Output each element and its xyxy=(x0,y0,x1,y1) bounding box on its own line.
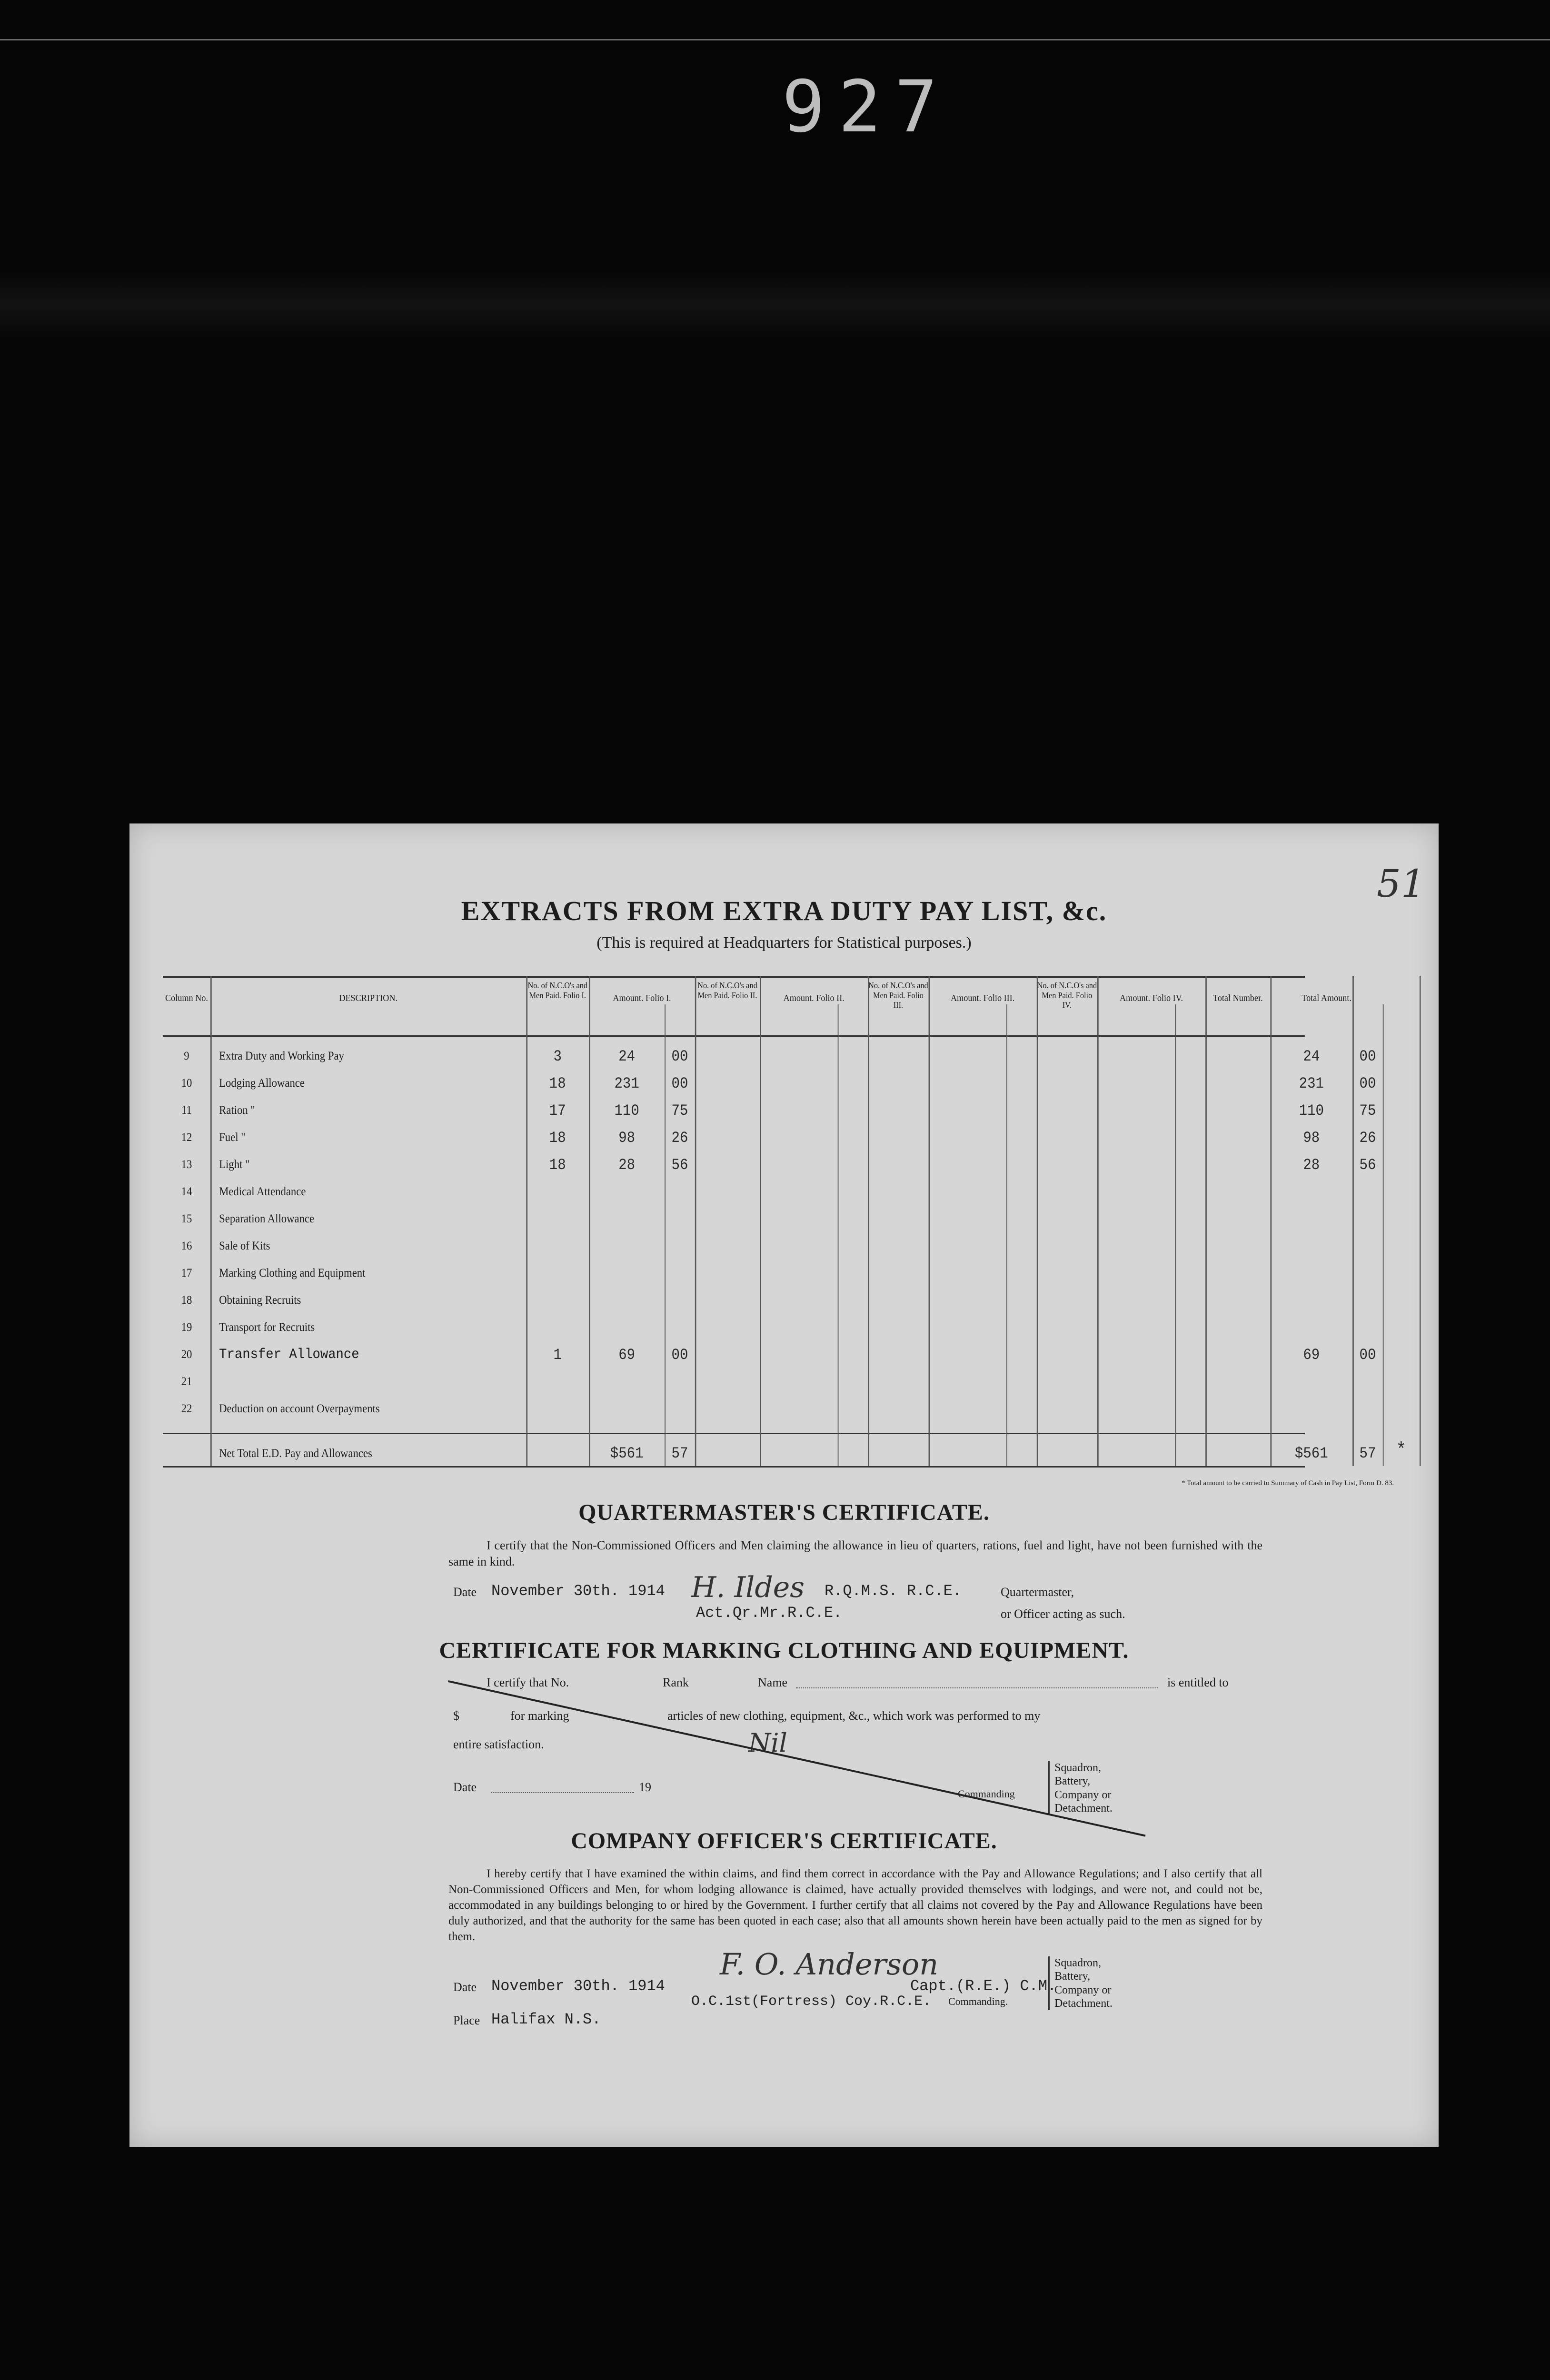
header-column-no: Column No. xyxy=(165,993,208,1003)
row-column-no: 18 xyxy=(181,1294,192,1307)
officer-commanding-label: Commanding. xyxy=(948,1995,1008,2007)
row-description: Marking Clothing and Equipment xyxy=(219,1267,366,1279)
row-total-cents: 26 xyxy=(1359,1129,1376,1147)
marking-satisfaction-label: entire satisfaction. xyxy=(453,1737,544,1751)
header-nco-folio-1: No. of N.C.O's and Men Paid. Folio I. xyxy=(527,981,588,1000)
row-total-dollars: 231 xyxy=(1299,1075,1324,1092)
table-bottom-rule xyxy=(163,1466,1305,1468)
officer-cert-text: I hereby certify that I have examined the within claims, and find them correct in accordance with the Pay and Allowance Regulations; and I also certify that all Non-Commissioned Officers and Men, for whom lodging allowance is claimed, have actually provided themselves with lodgings, and were not, and could not be, accommodated in any buildings belonging to or hired by the Government. I further certify that all claims not covered by the Pay and Allowance Regulations have been duly authorized, and that the authority for the same has been quoted in each case; also that all amounts shown herein have been actually paid to the men as signed for by them. xyxy=(448,1867,1262,1943)
row-description: Deduction on account Overpayments xyxy=(219,1402,380,1415)
film-top-line xyxy=(0,39,1550,40)
qm-signature: H. Ildes xyxy=(691,1571,805,1604)
frame-number: 927 xyxy=(782,66,951,149)
row-cents-folio-1: 75 xyxy=(671,1102,688,1120)
unit-option: Company or xyxy=(1054,1788,1112,1801)
row-count-folio-1: 18 xyxy=(549,1129,566,1147)
marking-articles-label: articles of new clothing, equipment, &c., which work was performed to my xyxy=(667,1709,1041,1723)
cents-rule xyxy=(1006,1004,1007,1466)
officer-signature: F. O. Anderson xyxy=(720,1947,939,1982)
unit-option: Squadron, xyxy=(1054,1957,1101,1969)
marking-year-label: 19 xyxy=(639,1780,651,1794)
folio-mark: 51 xyxy=(1377,862,1425,906)
unit-option: Battery, xyxy=(1054,1775,1091,1788)
row-description: Obtaining Recruits xyxy=(219,1294,301,1307)
net-total-cents: 57 xyxy=(671,1445,688,1462)
row-description: Transfer Allowance xyxy=(219,1347,359,1363)
qm-role-label-2: or Officer acting as such. xyxy=(1001,1607,1125,1621)
row-count-folio-1: 3 xyxy=(553,1048,562,1065)
marking-no-label: I certify that No. xyxy=(487,1676,569,1689)
row-cents-folio-1: 00 xyxy=(671,1075,688,1092)
row-column-no: 11 xyxy=(181,1104,192,1117)
col-rule xyxy=(1037,976,1038,1466)
header-amount-folio-4: Amount. Folio IV. xyxy=(1120,993,1183,1003)
net-total-total-dollars: $561 xyxy=(1294,1445,1328,1462)
row-column-no: 12 xyxy=(181,1131,192,1144)
qm-act-value: Act.Qr.Mr.R.C.E. xyxy=(696,1604,843,1622)
marking-date-label: Date xyxy=(453,1780,477,1794)
row-column-no: 10 xyxy=(181,1077,192,1090)
unit-option: Company or xyxy=(1054,1983,1112,1996)
marking-rank-label: Rank xyxy=(663,1676,689,1689)
row-column-no: 17 xyxy=(181,1267,192,1279)
row-column-no: 16 xyxy=(181,1240,192,1252)
marking-date-dots xyxy=(491,1792,634,1793)
qm-date-value: November 30th. 1914 xyxy=(491,1582,665,1600)
sheet-subtitle: (This is required at Headquarters for Statistical purposes.) xyxy=(596,934,972,952)
document-sheet xyxy=(129,823,1439,2147)
officer-cert-title: COMPANY OFFICER'S CERTIFICATE. xyxy=(571,1828,997,1854)
row-column-no: 14 xyxy=(181,1185,192,1198)
qm-cert-text: I certify that the Non-Commissioned Officers and Men claiming the allowance in lieu of quarters, rations, fuel and light, have not been furnished with the same in kind. xyxy=(448,1538,1262,1569)
unit-option: Detachment. xyxy=(1054,1802,1113,1815)
row-description: Lodging Allowance xyxy=(219,1077,305,1090)
row-total-cents: 00 xyxy=(1359,1048,1376,1065)
row-total-dollars: 24 xyxy=(1303,1048,1320,1065)
film-haze-band xyxy=(0,267,1550,343)
row-description: Fuel " xyxy=(219,1131,246,1144)
header-amount-folio-1: Amount. Folio I. xyxy=(613,993,671,1003)
marking-for-label: for marking xyxy=(510,1709,569,1723)
header-bottom-rule xyxy=(163,1035,1305,1037)
cents-rule xyxy=(838,1004,839,1466)
officer-place-label: Place xyxy=(453,2013,480,2027)
unit-option: Squadron, xyxy=(1054,1762,1101,1774)
pay-extract-table xyxy=(163,976,1407,1462)
row-column-no: 22 xyxy=(181,1402,192,1415)
qm-date-label: Date xyxy=(453,1585,477,1599)
row-total-dollars: 28 xyxy=(1303,1156,1320,1174)
table-top-rule xyxy=(163,976,1305,978)
header-description: DESCRIPTION. xyxy=(339,993,398,1003)
row-description: Medical Attendance xyxy=(219,1185,306,1198)
row-total-cents: 00 xyxy=(1359,1075,1376,1092)
officer-place-value: Halifax N.S. xyxy=(491,2011,601,2028)
unit-option: Detachment. xyxy=(1054,1997,1113,2010)
header-amount-folio-2: Amount. Folio II. xyxy=(783,993,845,1003)
col-rule xyxy=(210,976,212,1466)
unit-option: Battery, xyxy=(1054,1970,1091,1983)
row-dollars-folio-1: 28 xyxy=(618,1156,636,1174)
marking-dollar-label: $ xyxy=(453,1709,459,1723)
col-rule xyxy=(1420,976,1421,1466)
officer-rank-value: Capt.(R.E.) C.M. xyxy=(910,1977,1057,1995)
cents-rule xyxy=(1175,1004,1176,1466)
row-cents-folio-1: 26 xyxy=(671,1129,688,1147)
qm-cert-title: QUARTERMASTER'S CERTIFICATE. xyxy=(578,1500,990,1525)
header-nco-folio-4: No. of N.C.O's and Men Paid. Folio IV. xyxy=(1037,981,1097,1010)
total-top-rule xyxy=(163,1433,1305,1434)
officer-date-value: November 30th. 1914 xyxy=(491,1977,665,1995)
net-total-total-cents: 57 xyxy=(1359,1445,1376,1462)
header-total-number: Total Number. xyxy=(1212,993,1263,1003)
row-dollars-folio-1: 24 xyxy=(618,1048,636,1065)
row-description: Ration " xyxy=(219,1104,255,1117)
col-rule xyxy=(1205,976,1207,1466)
row-description: Extra Duty and Working Pay xyxy=(219,1050,344,1062)
row-column-no: 15 xyxy=(181,1212,192,1225)
row-dollars-folio-1: 110 xyxy=(614,1102,639,1120)
header-nco-folio-3: No. of N.C.O's and Men Paid. Folio III. xyxy=(868,981,928,1010)
row-count-folio-1: 1 xyxy=(553,1346,562,1364)
row-description: Sale of Kits xyxy=(219,1240,270,1252)
net-total-label: Net Total E.D. Pay and Allowances xyxy=(219,1447,372,1460)
row-total-cents: 75 xyxy=(1359,1102,1376,1120)
marking-entitled-label: is entitled to xyxy=(1167,1676,1229,1689)
qm-rank-value: R.Q.M.S. R.C.E. xyxy=(825,1582,962,1600)
row-column-no: 21 xyxy=(181,1375,192,1388)
cents-rule xyxy=(1383,1004,1384,1466)
header-total-amount: Total Amount. xyxy=(1302,993,1351,1003)
row-dollars-folio-1: 69 xyxy=(618,1346,636,1364)
row-cents-folio-1: 56 xyxy=(671,1156,688,1174)
header-amount-folio-3: Amount. Folio III. xyxy=(950,993,1015,1003)
qm-role-label: Quartermaster, xyxy=(1001,1585,1074,1599)
row-total-cents: 00 xyxy=(1359,1346,1376,1364)
row-count-folio-1: 18 xyxy=(549,1156,566,1174)
row-dollars-folio-1: 98 xyxy=(618,1129,636,1147)
row-count-folio-1: 18 xyxy=(549,1075,566,1092)
marking-cert-title: CERTIFICATE FOR MARKING CLOTHING AND EQUIPMENT. xyxy=(439,1638,1129,1663)
row-column-no: 20 xyxy=(181,1348,192,1361)
row-total-cents: 56 xyxy=(1359,1156,1376,1174)
row-column-no: 9 xyxy=(184,1050,189,1062)
officer-unit-options xyxy=(1048,1956,1113,2010)
marking-commanding-label: Commanding xyxy=(958,1788,1015,1800)
col-rule xyxy=(868,976,869,1466)
marking-name-dots xyxy=(796,1687,1158,1688)
row-column-no: 13 xyxy=(181,1158,192,1171)
row-count-folio-1: 17 xyxy=(549,1102,566,1120)
cents-rule xyxy=(665,1004,666,1466)
col-rule xyxy=(760,976,761,1466)
header-nco-folio-2: No. of N.C.O's and Men Paid. Folio II. xyxy=(697,981,757,1000)
col-rule xyxy=(1097,976,1099,1466)
marking-nil-mark: Nil xyxy=(748,1728,787,1758)
row-total-dollars: 69 xyxy=(1303,1346,1320,1364)
col-rule xyxy=(695,976,696,1466)
total-footnote: * Total amount to be carried to Summary of Cash in Pay List, Form D. 83. xyxy=(1182,1479,1394,1487)
row-total-dollars: 98 xyxy=(1303,1129,1320,1147)
marking-name-label: Name xyxy=(758,1676,788,1689)
row-cents-folio-1: 00 xyxy=(671,1346,688,1364)
row-total-dollars: 110 xyxy=(1299,1102,1324,1120)
row-dollars-folio-1: 231 xyxy=(614,1075,639,1092)
sheet-title: EXTRACTS FROM EXTRA DUTY PAY LIST, &c. xyxy=(461,895,1107,926)
row-cents-folio-1: 00 xyxy=(671,1048,688,1065)
row-description: Light " xyxy=(219,1158,250,1171)
marking-cancel-stroke xyxy=(448,1680,1145,1837)
net-total-dollars: $561 xyxy=(610,1445,644,1462)
net-total-star: * xyxy=(1396,1440,1407,1461)
row-column-no: 19 xyxy=(181,1321,192,1334)
officer-date-label: Date xyxy=(453,1980,477,1994)
row-description: Transport for Recruits xyxy=(219,1321,315,1334)
col-rule xyxy=(929,976,930,1466)
marking-unit-options xyxy=(1048,1761,1113,1815)
row-description: Separation Allowance xyxy=(219,1212,315,1225)
officer-unit-value: O.C.1st(Fortress) Coy.R.C.E. xyxy=(691,1993,932,2010)
